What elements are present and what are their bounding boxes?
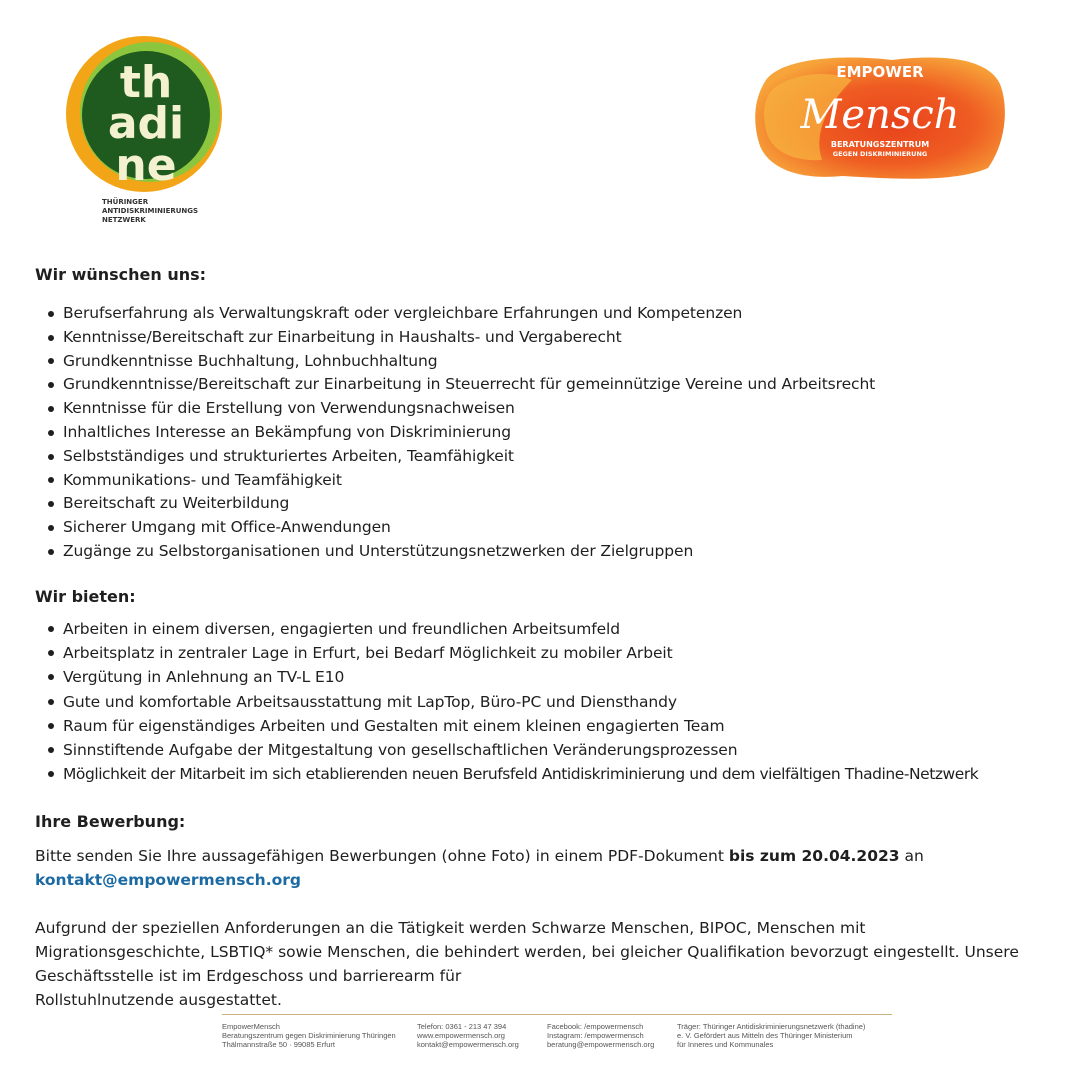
footer-contact: [417, 1022, 519, 1049]
contact-email-link[interactable]: kontakt@empowermensch.org: [35, 871, 301, 889]
application-text: [35, 844, 924, 868]
footer-text: Telefon: 0361 - 213 47 394: [417, 1022, 507, 1031]
footer-sponsor: [677, 1022, 865, 1049]
logo-subtitle-3: NETZWERK: [102, 216, 146, 224]
list-item: Bereitschaft zu Weiterbildung: [35, 492, 875, 516]
list-item: Kenntnisse für die Erstellung von Verwendungsnachweisen: [35, 397, 875, 421]
list-item: Arbeitsplatz in zentraler Lage in Erfurt, bei Bedarf Möglichkeit zu mobiler Arbeit: [35, 641, 978, 665]
wishes-heading: Wir wünschen uns:: [35, 265, 207, 284]
list-item: Kommunikations- und Teamfähigkeit: [35, 469, 875, 493]
footer-link[interactable]: Facebook: /empowermensch: [547, 1022, 644, 1031]
thadine-logo: [62, 32, 232, 232]
list-item: Kenntnisse/Bereitschaft zur Einarbeitung in Haushalts- und Vergaberecht: [35, 326, 875, 350]
footer-social: [547, 1022, 654, 1049]
footer-text: Träger: Thüringer Antidiskriminierungsnetzwerk (thadine): [677, 1022, 866, 1031]
list-item: Sinnstiftende Aufgabe der Mitgestaltung von gesellschaftlichen Veränderungsprozessen: [35, 738, 978, 762]
notice-line-4: Rollstuhlnutzende ausgestattet.: [35, 991, 282, 1009]
logo-sub2: GEGEN DISKRIMINIERUNG: [832, 150, 928, 158]
logo-letters-3: ne: [115, 140, 177, 191]
list-item: Grundkenntnisse Buchhaltung, Lohnbuchhaltung: [35, 350, 875, 374]
application-text-after: an: [899, 847, 924, 865]
list-item: Zugänge zu Selbstorganisationen und Unterstützungsnetzwerken der Zielgruppen: [35, 540, 875, 564]
footer-address: [222, 1022, 396, 1049]
footer-link[interactable]: kontakt@empowermensch.org: [417, 1040, 519, 1049]
list-item: Selbstständiges und strukturiertes Arbeiten, Teamfähigkeit: [35, 445, 875, 469]
footer-link[interactable]: beratung@empowermensch.org: [547, 1040, 655, 1049]
logo-mensch: Mensch: [800, 92, 960, 138]
application-text-before: Bitte senden Sie Ihre aussagefähigen Bewerbungen (ohne Foto) in einem PDF-Dokument: [35, 847, 729, 865]
offers-heading: Wir bieten:: [35, 587, 136, 606]
empowermensch-logo: [752, 50, 1010, 185]
list-item: Arbeiten in einem diversen, engagierten und freundlichen Arbeitsumfeld: [35, 617, 978, 641]
notice-line-2: Migrationsgeschichte, LSBTIQ* sowie Menschen, die behindert werden, bei gleicher Qualifikation bevorzugt eingestellt. Unsere: [35, 943, 1019, 961]
application-heading: Ihre Bewerbung:: [35, 812, 186, 831]
footer-text: Beratungszentrum gegen Diskriminierung Thüringen: [222, 1031, 396, 1040]
list-item: Möglichkeit der Mitarbeit im sich etablierenden neuen Berufsfeld Antidiskriminierung und dem vielfältigen Thadine-Netzwerk: [35, 762, 978, 786]
footer-divider: [222, 1014, 892, 1015]
offers-list: [35, 617, 978, 786]
footer-text: Thälmannstraße 50 · 99085 Erfurt: [222, 1040, 335, 1049]
footer-text: e. V. Gefördert aus Mitteln des Thüringer Ministerium: [677, 1031, 853, 1040]
logo-subtitle-2: ANTIDISKRIMINIERUNGS: [102, 207, 199, 215]
logo-sub1: BERATUNGSZENTRUM: [830, 140, 930, 149]
list-item: Vergütung in Anlehnung an TV-L E10: [35, 665, 978, 689]
footer-link[interactable]: www.empowermensch.org: [417, 1031, 505, 1040]
list-item: Grundkenntnisse/Bereitschaft zur Einarbeitung in Steuerrecht für gemeinnützige Vereine und Arbeitsrecht: [35, 373, 875, 397]
list-item: Raum für eigenständiges Arbeiten und Gestalten mit einem kleinen engagierten Team: [35, 714, 978, 738]
logo-subtitle-1: THÜRINGER: [102, 198, 149, 206]
logo-empower: EMPOWER: [836, 63, 924, 81]
logo-letters-2: adi: [107, 98, 185, 149]
logo-letters-1: th: [119, 57, 173, 108]
footer-text: für Inneres und Kommunales: [677, 1040, 774, 1049]
notice-line-3: Geschäftsstelle ist im Erdgeschoss und barrierearm für: [35, 967, 462, 985]
list-item: Gute und komfortable Arbeitsausstattung mit LapTop, Büro-PC und Diensthandy: [35, 690, 978, 714]
application-email-line: [35, 868, 301, 892]
list-item: Sicherer Umgang mit Office-Anwendungen: [35, 516, 875, 540]
footer-link[interactable]: Instagram: /empowermensch: [547, 1031, 644, 1040]
wishes-list: [35, 302, 875, 564]
footer-text: EmpowerMensch: [222, 1022, 280, 1031]
notice-line-1: Aufgrund der speziellen Anforderungen an die Tätigkeit werden Schwarze Menschen, BIPOC, Menschen mit: [35, 919, 866, 937]
list-item: Berufserfahrung als Verwaltungskraft oder vergleichbare Erfahrungen und Kompetenzen: [35, 302, 875, 326]
application-deadline: bis zum 20.04.2023: [728, 847, 900, 865]
list-item: Inhaltliches Interesse an Bekämpfung von Diskriminierung: [35, 421, 875, 445]
